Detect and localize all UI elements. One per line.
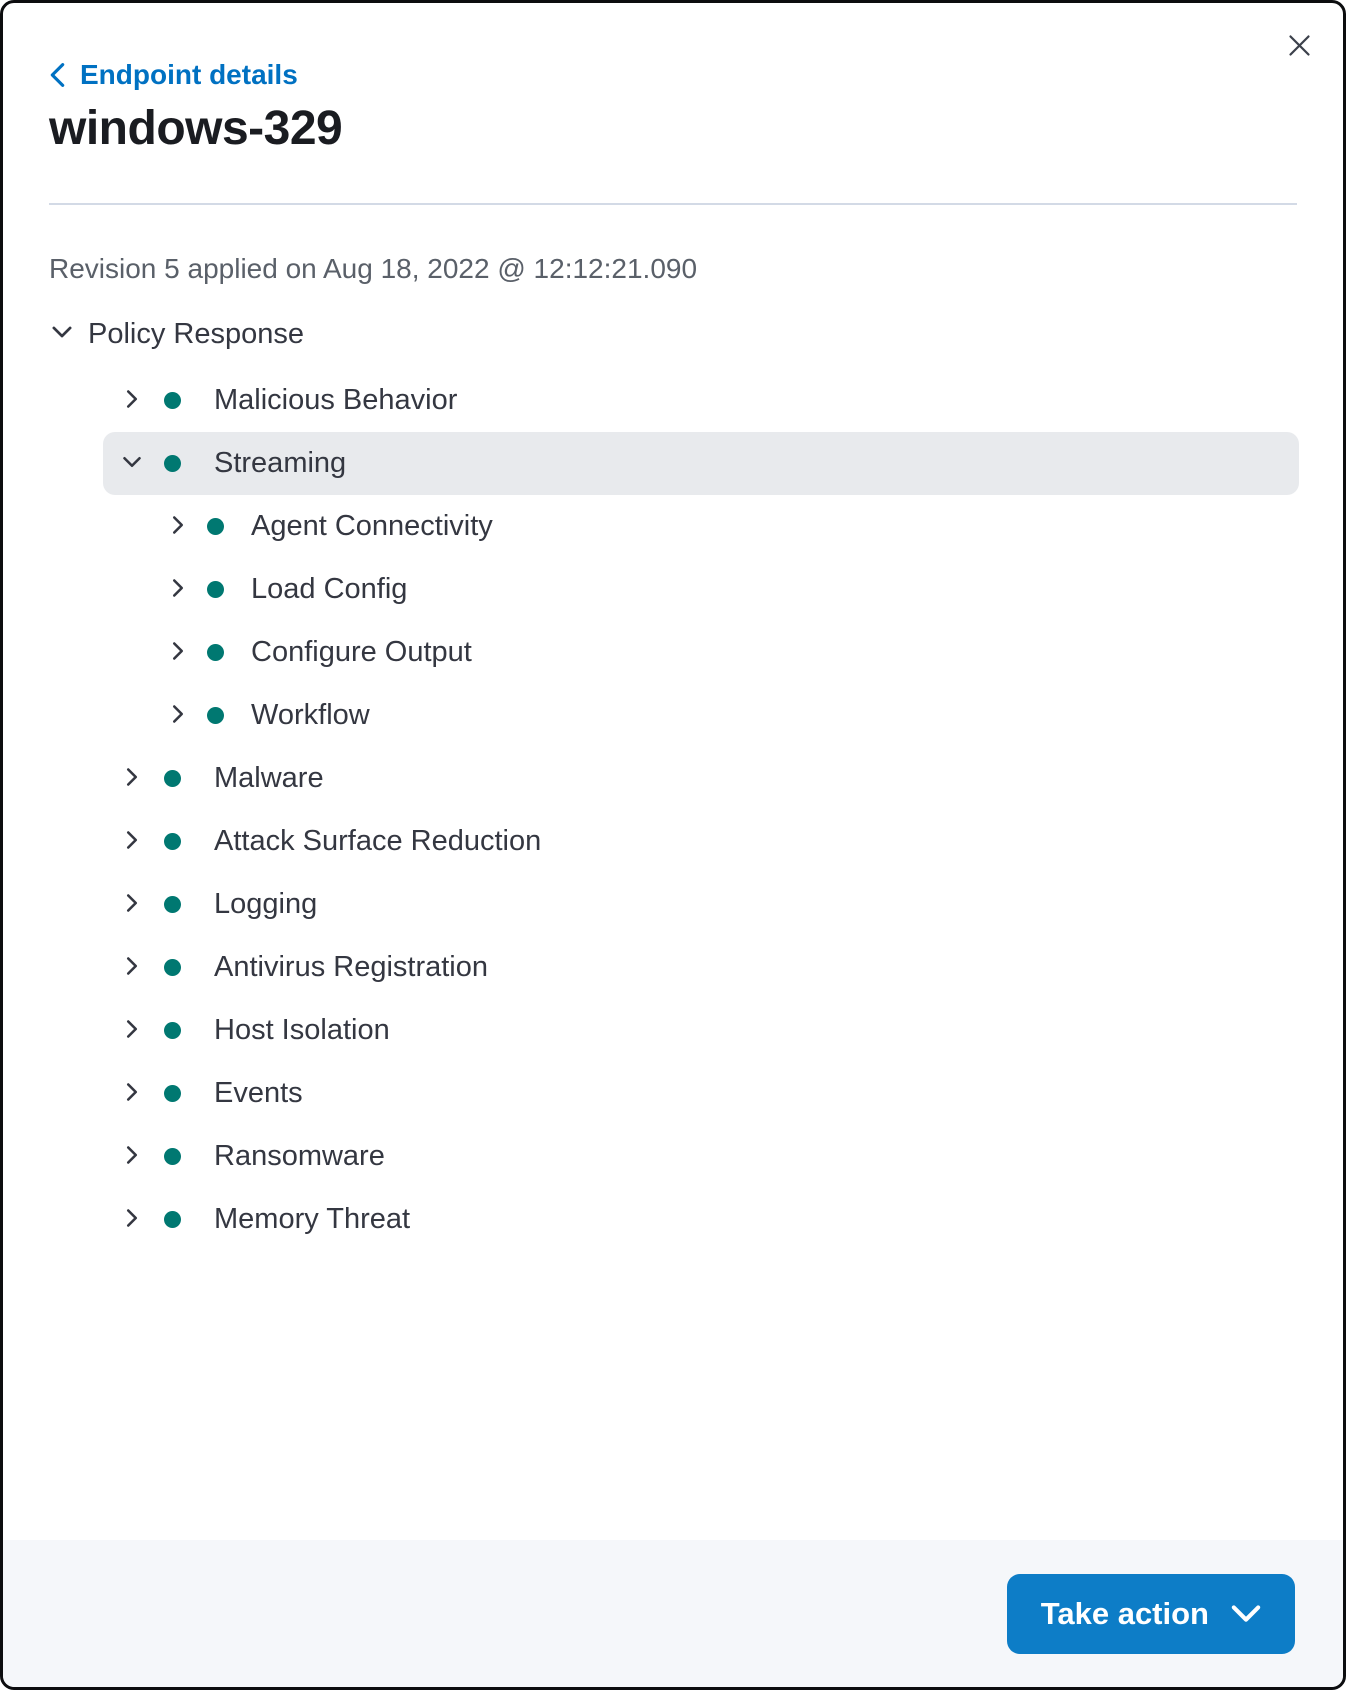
expand-toggle-button[interactable] <box>161 573 195 607</box>
status-dot-icon <box>164 1085 181 1102</box>
status-dot-icon <box>207 581 224 598</box>
tree-row[interactable] <box>103 684 1299 747</box>
tree-row[interactable] <box>103 936 1299 999</box>
status-dot-icon <box>207 707 224 724</box>
chevron-right-icon <box>120 828 144 855</box>
tree-item-label: Host Isolation <box>214 1014 390 1046</box>
tree-row[interactable] <box>103 1062 1299 1125</box>
tree-item-label: Ransomware <box>214 1140 385 1172</box>
flyout-footer <box>3 1540 1343 1687</box>
expand-toggle-button[interactable] <box>115 447 149 481</box>
tree-item-label: Agent Connectivity <box>251 510 493 542</box>
tree-row[interactable] <box>103 369 1299 432</box>
tree-item-label: Configure Output <box>251 636 472 668</box>
expand-toggle-button[interactable] <box>161 636 195 670</box>
status-dot-icon <box>164 770 181 787</box>
chevron-left-icon <box>49 62 66 88</box>
close-icon <box>1286 32 1313 62</box>
tree-item-label: Events <box>214 1077 303 1109</box>
tree-row[interactable] <box>103 810 1299 873</box>
tree-row[interactable] <box>103 621 1299 684</box>
status-dot-icon <box>164 833 181 850</box>
chevron-right-icon <box>166 513 190 540</box>
status-dot-icon <box>207 518 224 535</box>
page-title: windows-329 <box>49 102 343 155</box>
chevron-right-icon <box>120 1080 144 1107</box>
chevron-right-icon <box>120 954 144 981</box>
tree-row[interactable] <box>103 999 1299 1062</box>
tree-row[interactable] <box>103 1188 1299 1251</box>
chevron-right-icon <box>166 576 190 603</box>
status-dot-icon <box>164 1148 181 1165</box>
status-dot-icon <box>164 455 181 472</box>
chevron-down-icon <box>49 319 75 350</box>
chevron-right-icon <box>120 891 144 918</box>
chevron-right-icon <box>120 1017 144 1044</box>
expand-toggle-button[interactable] <box>161 699 195 733</box>
tree-row[interactable] <box>103 747 1299 810</box>
chevron-right-icon <box>166 639 190 666</box>
chevron-down-icon <box>120 450 144 477</box>
tree-item-label: Malicious Behavior <box>214 384 458 416</box>
chevron-down-icon <box>1231 1596 1261 1632</box>
expand-toggle-button[interactable] <box>115 825 149 859</box>
tree-item-label: Memory Threat <box>214 1203 411 1235</box>
take-action-button[interactable] <box>1007 1574 1295 1654</box>
tree-row[interactable] <box>103 432 1299 495</box>
chevron-right-icon <box>120 387 144 414</box>
status-dot-icon <box>164 1211 181 1228</box>
tree-item-label: Workflow <box>251 699 370 731</box>
expand-toggle-button[interactable] <box>115 1203 149 1237</box>
flyout-header <box>3 3 1343 205</box>
status-dot-icon <box>164 896 181 913</box>
revision-text: Revision 5 applied on Aug 18, 2022 @ 12:12:21.090 <box>49 253 698 284</box>
expand-toggle-button[interactable] <box>115 951 149 985</box>
tree-row[interactable] <box>103 495 1299 558</box>
tree-item-label: Load Config <box>251 573 408 605</box>
tree-row[interactable] <box>103 1125 1299 1188</box>
chevron-right-icon <box>120 1206 144 1233</box>
chevron-right-icon <box>120 1143 144 1170</box>
tree-row[interactable] <box>103 558 1299 621</box>
expand-toggle-button[interactable] <box>115 1014 149 1048</box>
policy-response-accordion-toggle[interactable] <box>49 315 1297 353</box>
expand-toggle-button[interactable] <box>115 384 149 418</box>
expand-toggle-button[interactable] <box>115 1140 149 1174</box>
expand-toggle-button[interactable] <box>161 510 195 544</box>
policy-response-label: Policy Response <box>88 318 304 350</box>
tree-item-label: Antivirus Registration <box>214 951 488 983</box>
tree-item-label: Streaming <box>214 447 347 479</box>
flyout-body <box>3 251 1343 1251</box>
tree-item-label: Logging <box>214 888 318 920</box>
policy-response-tree <box>103 369 1299 1251</box>
chevron-right-icon <box>166 702 190 729</box>
expand-toggle-button[interactable] <box>115 1077 149 1111</box>
tree-item-label: Malware <box>214 762 324 794</box>
tree-item-label: Attack Surface Reduction <box>214 825 542 857</box>
status-dot-icon <box>164 959 181 976</box>
back-link-endpoint-details[interactable] <box>49 59 298 91</box>
status-dot-icon <box>164 392 181 409</box>
close-button[interactable] <box>1277 25 1321 69</box>
expand-toggle-button[interactable] <box>115 762 149 796</box>
status-dot-icon <box>164 1022 181 1039</box>
tree-row[interactable] <box>103 873 1299 936</box>
chevron-right-icon <box>120 765 144 792</box>
status-dot-icon <box>207 644 224 661</box>
take-action-label: Take action <box>1040 1595 1209 1631</box>
header-divider <box>49 203 1297 205</box>
back-link-label: Endpoint details <box>80 59 298 90</box>
expand-toggle-button[interactable] <box>115 888 149 922</box>
